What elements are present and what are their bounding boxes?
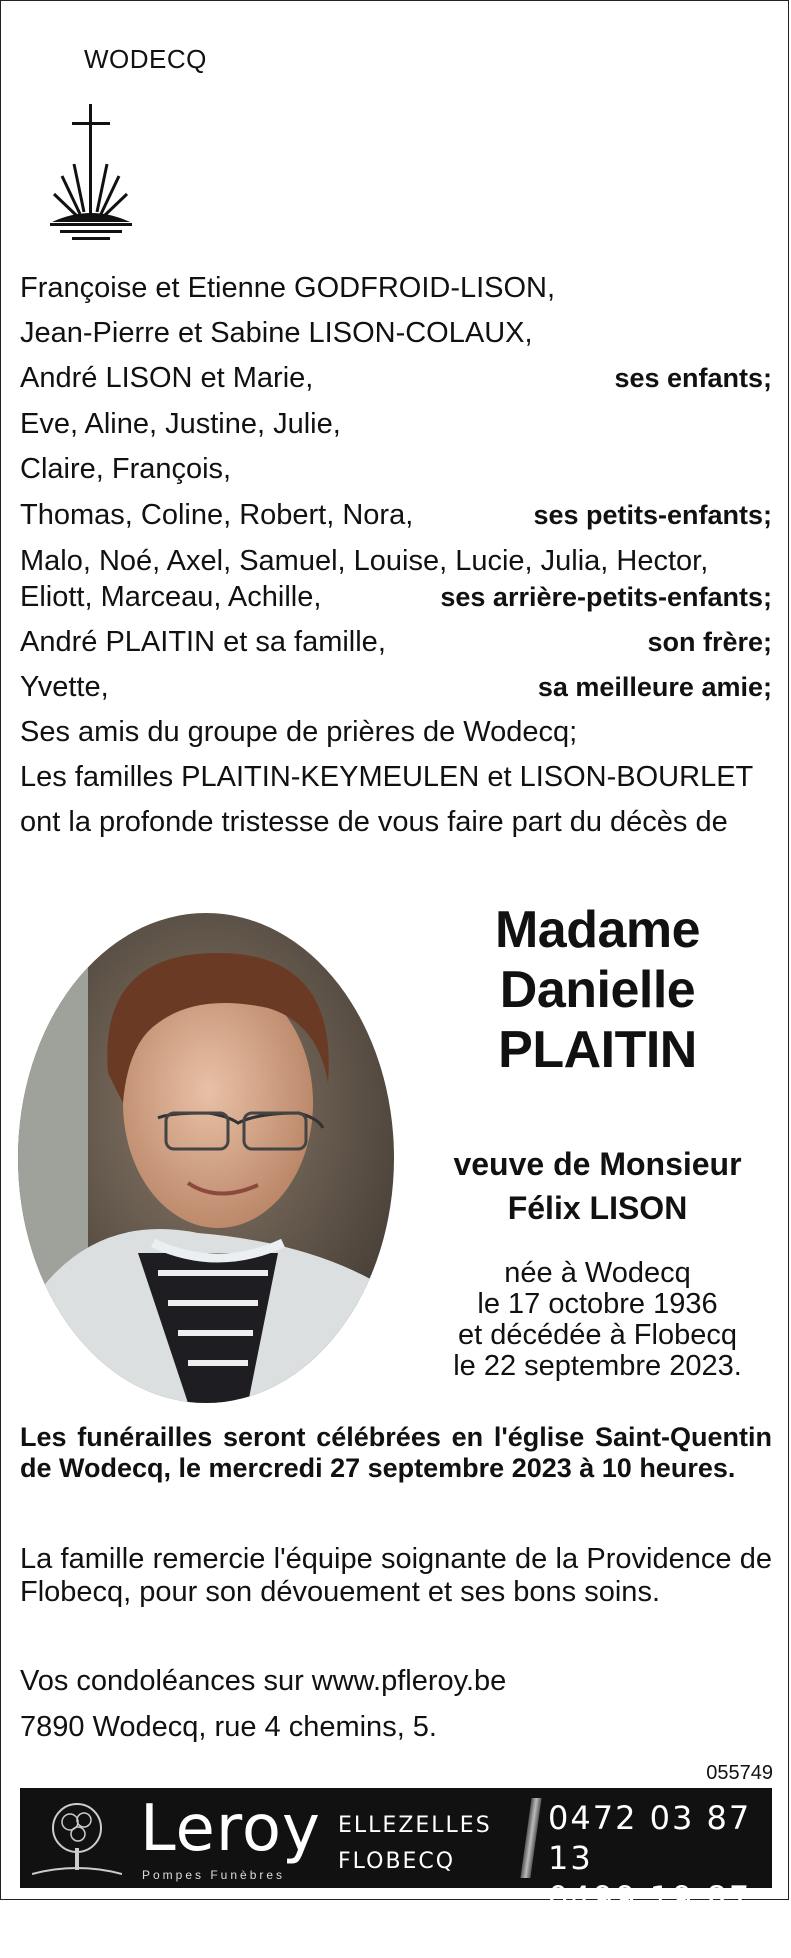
family-line: Eve, Aline, Justine, Julie,	[20, 408, 341, 440]
deceased-title: Madame	[494, 901, 701, 959]
address: 7890 Wodecq, rue 4 chemins, 5.	[20, 1711, 437, 1743]
cross-sunrise-icon	[50, 104, 132, 250]
family-line: Yvette, sa meilleure amie;	[20, 671, 772, 703]
widow-line: veuve de Monsieur	[453, 1146, 742, 1182]
phone-numbers	[548, 1798, 772, 1958]
birth-place: née à Wodecq	[504, 1257, 691, 1289]
reference-code: 055749	[706, 1762, 773, 1784]
funeral-details: Les funérailles seront célébrées en l'église Saint-Quentin de Wodecq, le mercredi 27 septembre 2023 à 10 heures.	[20, 1422, 772, 1483]
family-line: Ses amis du groupe de prières de Wodecq;	[20, 716, 578, 748]
deceased-last-name: PLAITIN	[498, 1021, 697, 1079]
relation-label: ses enfants;	[614, 363, 772, 393]
family-line: Françoise et Etienne GODFROID-LISON,	[20, 272, 556, 304]
family-line: Thomas, Coline, Robert, Nora, ses petits-enfants;	[20, 499, 772, 531]
family-line: Malo, Noé, Axel, Samuel, Louise, Lucie, Julia, Hector,	[20, 545, 709, 577]
phone-number-2[interactable]: 0499 19 87 14	[548, 1879, 752, 1957]
birth-date: le 17 octobre 1936	[477, 1288, 718, 1320]
announcement-text: ont la profonde tristesse de vous faire part du décès de	[20, 806, 728, 838]
death-date: le 22 septembre 2023.	[453, 1350, 742, 1382]
funeral-home-banner	[20, 1788, 772, 1957]
relation-label: ses petits-enfants;	[533, 500, 772, 530]
tree-logo-icon	[32, 1798, 122, 1880]
widow-name: Félix LISON	[507, 1190, 688, 1226]
thanks-text: La famille remercie l'équipe soignante de la Providence de Flobecq, pour son dévouement et ses bons soins.	[20, 1543, 772, 1608]
relation-label: sa meilleure amie;	[537, 672, 772, 702]
death-place: et décédée à Flobecq	[458, 1319, 737, 1351]
locations	[338, 1808, 492, 1880]
relation-label: son frère;	[647, 627, 772, 657]
funeral-home-name: Leroy	[140, 1792, 321, 1866]
family-line: Les familles PLAITIN-KEYMEULEN et LISON-BOURLET	[20, 761, 754, 793]
location-ellezelles: ELLEZELLES	[338, 1813, 492, 1838]
funeral-home-tagline: Pompes Funèbres	[142, 1868, 286, 1882]
location-flobecq: FLOBECQ	[338, 1849, 456, 1874]
banner-divider	[520, 1798, 541, 1878]
portrait-photo	[18, 913, 394, 1403]
town-heading: WODECQ	[84, 44, 207, 74]
condolences-link[interactable]: Vos condoléances sur www.pfleroy.be	[20, 1665, 507, 1697]
family-line: Jean-Pierre et Sabine LISON-COLAUX,	[20, 317, 533, 349]
deceased-first-name: Danielle	[499, 961, 696, 1019]
family-line: André PLAITIN et sa famille, son frère;	[20, 626, 772, 658]
family-line: Claire, François,	[20, 453, 232, 485]
phone-number-1[interactable]: 0472 03 87 13	[548, 1799, 752, 1877]
family-line: Eliott, Marceau, Achille, ses arrière-petits-enfants;	[20, 581, 772, 613]
relation-label: ses arrière-petits-enfants;	[440, 582, 772, 612]
family-line: André LISON et Marie, ses enfants;	[20, 362, 772, 394]
